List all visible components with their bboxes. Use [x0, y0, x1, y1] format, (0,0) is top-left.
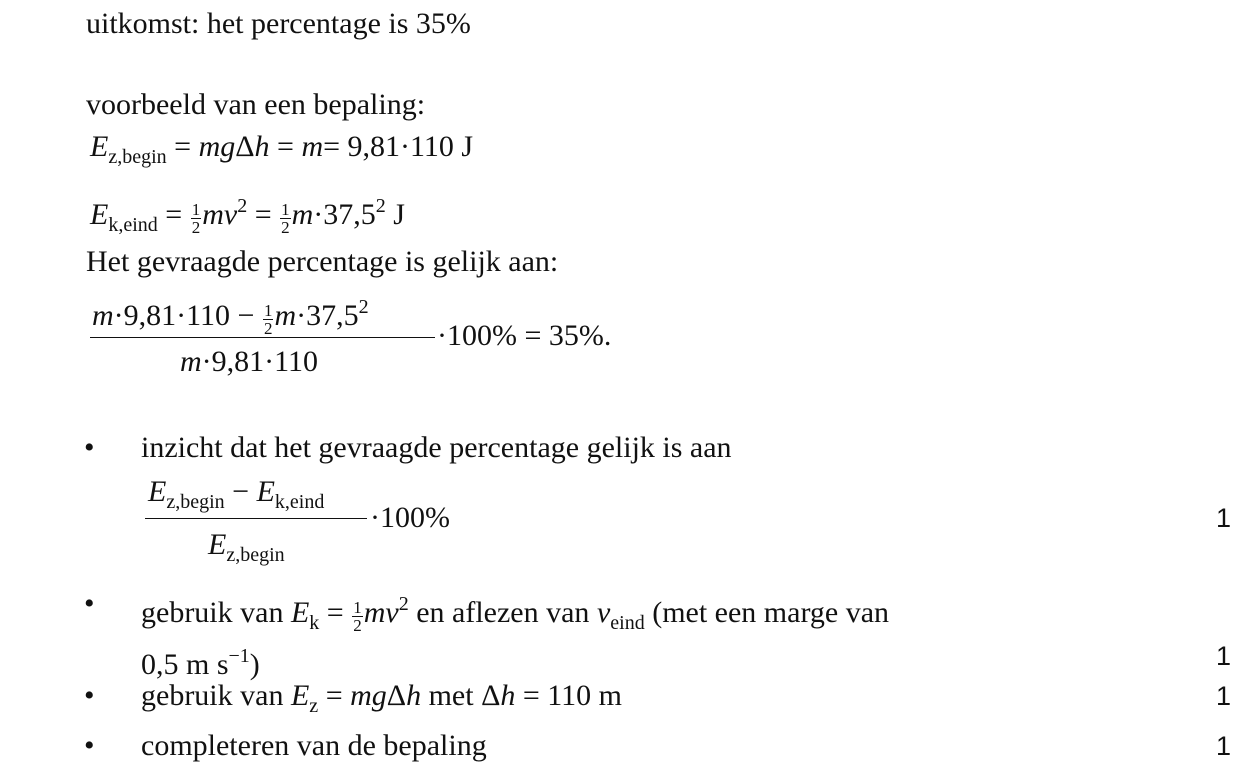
equation-ez-begin: [90, 129, 473, 175]
symbol-m: m: [180, 345, 202, 378]
superscript-2: 2: [375, 195, 386, 217]
equals-sign: =: [165, 198, 183, 231]
calc-numerator-value2: ·37,5: [296, 299, 359, 332]
symbol-e: E: [90, 198, 109, 231]
symbol-e: E: [256, 475, 275, 508]
superscript-2: 2: [237, 195, 248, 217]
calc-numerator-value: ·9,81·110 −: [113, 299, 255, 332]
bullet-3-text-b: met: [428, 679, 474, 712]
superscript-2: 2: [358, 296, 369, 318]
ek-eind-value: ·37,5: [313, 198, 376, 231]
ek-eind-unit: J: [393, 198, 405, 231]
half-denominator: 2: [263, 319, 273, 338]
half-fraction: [352, 599, 363, 634]
equals-sign: =: [325, 679, 343, 712]
result-line: uitkomst: het percentage is 35%: [86, 7, 471, 40]
symbol-h: h: [406, 679, 422, 712]
bullet-3-text-c: = 110 m: [522, 679, 623, 712]
symbol-m: m: [350, 679, 372, 712]
subscript-eind: eind: [610, 612, 645, 634]
calc-result: ·100% = 35%.: [437, 319, 612, 352]
symbol-v: v: [596, 596, 611, 629]
symbol-g: g: [220, 130, 236, 163]
half-numerator: 1: [191, 200, 201, 219]
minus-sign: −: [232, 475, 250, 508]
calc-denominator: [180, 344, 318, 380]
symbol-h: h: [500, 679, 516, 712]
calc-fraction-bar: [90, 337, 435, 338]
bullet-2-text-c: (met een marge van: [652, 596, 890, 629]
example-heading: voorbeeld van een bepaling:: [86, 88, 426, 121]
symbol-m: m: [301, 130, 324, 163]
subscript-z-begin: z,begin: [166, 491, 225, 513]
symbol-m: m: [202, 198, 224, 231]
bullet-1: •: [84, 431, 95, 464]
subscript-z: z: [309, 695, 319, 717]
subscript-z-begin: z,begin: [226, 544, 285, 566]
equals-sign: =: [326, 596, 344, 629]
bullet-2-text-b: en aflezen van: [416, 596, 590, 629]
bullet-4: •: [84, 729, 95, 762]
half-fraction: [280, 201, 291, 236]
symbol-e: E: [90, 130, 109, 163]
bullet-2-text-e: ): [249, 648, 260, 681]
bullet-4-text: completeren van de bepaling: [141, 729, 487, 762]
bullet-1-score: 1: [1215, 503, 1231, 533]
symbol-e: E: [290, 596, 310, 629]
bullet-1-denominator: [208, 527, 285, 573]
symbol-delta: Δ: [481, 679, 501, 712]
subscript-k-eind: k,eind: [108, 214, 158, 236]
bullet-1-numerator: [148, 474, 324, 520]
bullet-2-line-2: [141, 638, 260, 683]
symbol-e: E: [290, 679, 310, 712]
bullet-3-score: 1: [1215, 681, 1231, 711]
calc-denominator-value: ·9,81·110: [201, 345, 319, 378]
half-denominator: 2: [353, 616, 362, 635]
symbol-m: m: [291, 198, 314, 231]
half-denominator: 2: [281, 218, 290, 237]
symbol-g: g: [371, 679, 387, 712]
subscript-z-begin: z,begin: [108, 146, 167, 168]
calc-numerator: [92, 289, 369, 337]
half-numerator: 1: [353, 598, 362, 617]
symbol-delta: Δ: [386, 679, 407, 712]
bullet-3: •: [84, 679, 95, 712]
symbol-h: h: [254, 130, 270, 163]
superscript-2: 2: [398, 593, 409, 615]
symbol-v: v: [385, 596, 399, 629]
ez-begin-value: = 9,81·110 J: [323, 130, 474, 163]
equation-ek-eind: [90, 188, 405, 243]
symbol-v: v: [223, 198, 238, 231]
bullet-2-text-d: 0,5 m s: [141, 648, 229, 681]
half-denominator: 2: [191, 218, 201, 237]
subscript-k: k: [309, 612, 320, 634]
half-numerator: 1: [281, 200, 290, 219]
bullet-1-text: inzicht dat het gevraagde percentage gelijk is aan: [141, 431, 732, 464]
half-fraction: [263, 302, 274, 337]
superscript-neg1: −1: [228, 645, 250, 667]
symbol-delta: Δ: [235, 130, 255, 163]
equals-sign: =: [174, 130, 192, 163]
equals-sign: =: [254, 198, 272, 231]
bullet-4-score: 1: [1215, 731, 1231, 761]
half-fraction: [191, 201, 202, 236]
symbol-e: E: [148, 475, 167, 508]
symbol-m: m: [92, 299, 114, 332]
symbol-m: m: [363, 596, 386, 629]
bullet-1-fraction-bar: [145, 518, 367, 519]
bullet-2: •: [84, 587, 95, 620]
equals-sign: =: [277, 130, 294, 163]
symbol-m: m: [274, 299, 297, 332]
percentage-line: Het gevraagde percentage is gelijk aan:: [86, 245, 559, 278]
bullet-2-score: 1: [1215, 641, 1231, 671]
symbol-e: E: [208, 528, 227, 561]
symbol-m: m: [198, 130, 221, 163]
subscript-k-eind: k,eind: [274, 491, 325, 513]
bullet-3-text: [141, 678, 622, 724]
bullet-3-text-a: gebruik van: [141, 679, 284, 712]
bullet-2-text-a: gebruik van: [141, 596, 284, 629]
bullet-2-line-1: [141, 586, 889, 641]
bullet-1-fraction-tail: ·100%: [370, 501, 450, 534]
half-numerator: 1: [263, 301, 273, 320]
